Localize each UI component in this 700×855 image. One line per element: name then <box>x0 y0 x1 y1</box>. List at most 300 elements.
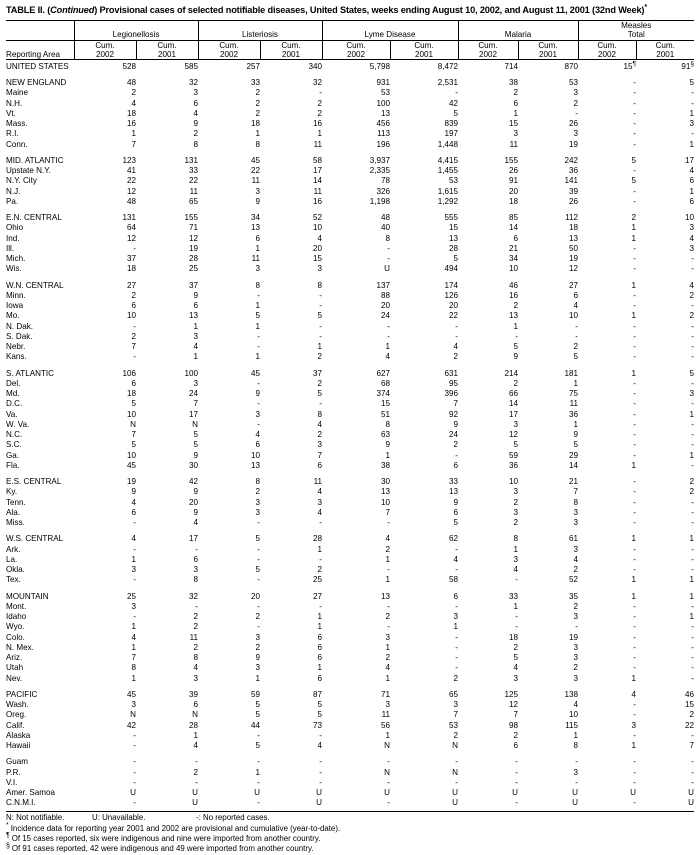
cell-measles-2002: - <box>633 119 636 129</box>
cell-listeriosis-2002: 4 <box>255 430 260 440</box>
cell-lyme-2001: 555 <box>444 213 458 223</box>
cell-listeriosis-2001: 3 <box>317 440 322 450</box>
cell-measles-2002: - <box>633 399 636 409</box>
cell-lyme-2002: 2 <box>385 653 390 663</box>
cell-lyme-2001: - <box>455 642 458 652</box>
cell-measles-2001: 4 <box>689 166 694 176</box>
cell-listeriosis-2002: - <box>257 798 260 808</box>
footnote-text: Of 91 cases reported, 42 were indigenous and 49 were imported from another country. <box>11 844 314 854</box>
cell-measles-2001: - <box>691 419 694 429</box>
cell-malaria-2002: 3 <box>513 419 518 429</box>
cell-listeriosis-2002: 1 <box>255 321 260 331</box>
cell-listeriosis-2002: U <box>254 788 260 798</box>
cell-measles-2002: - <box>633 798 636 808</box>
cell-lyme-2001: - <box>455 565 458 575</box>
table-row <box>6 213 694 223</box>
cell-lyme-2002: 9 <box>385 440 390 450</box>
cell-measles-2002: - <box>633 290 636 300</box>
cell-legionellosis-2001: 28 <box>188 254 198 264</box>
cell-lyme-2001: 7 <box>453 710 458 720</box>
cell-listeriosis-2001: 58 <box>312 155 322 165</box>
cell-malaria-2001: 3 <box>573 129 578 139</box>
row-reporting-area: Ind. <box>6 233 20 243</box>
table-bottom-rule <box>6 811 694 812</box>
footnote-marker: ¶ <box>6 832 10 840</box>
cell-listeriosis-2001: 6 <box>317 460 322 470</box>
cell-malaria-2001: - <box>575 777 578 787</box>
cell-lyme-2001: 1,292 <box>437 196 458 206</box>
cell-lyme-2002: 1 <box>385 450 390 460</box>
cell-measles-2002: - <box>633 166 636 176</box>
cell-malaria-2001: 50 <box>568 243 578 253</box>
cell-listeriosis-2001: 17 <box>312 166 322 176</box>
cell-malaria-2001: 3 <box>573 544 578 554</box>
cell-malaria-2001: 8 <box>573 741 578 751</box>
cell-legionellosis-2002: 3 <box>131 565 136 575</box>
cell-listeriosis-2001: - <box>319 554 322 564</box>
table-row <box>6 60 694 72</box>
cell-measles-2002: 1 <box>631 233 636 243</box>
cell-lyme-2001: 22 <box>448 311 458 321</box>
cell-legionellosis-2001: 4 <box>193 342 198 352</box>
cell-listeriosis-2001: 11 <box>313 186 322 196</box>
table-row <box>6 109 694 119</box>
cell-measles-2001: - <box>691 378 694 388</box>
table-row <box>6 342 694 352</box>
cell-lyme-2002: 100 <box>376 98 390 108</box>
row-reporting-area: Iowa <box>6 301 24 311</box>
cell-legionellosis-2002: 7 <box>131 139 136 149</box>
cell-lyme-2001: 2 <box>453 440 458 450</box>
cell-malaria-2001: - <box>575 321 578 331</box>
table-row <box>6 88 694 98</box>
cell-measles-2002: - <box>633 730 636 740</box>
cell-legionellosis-2001: 6 <box>193 98 198 108</box>
row-reporting-area: Wash. <box>6 700 29 710</box>
cell-lyme-2002: 56 <box>380 720 390 730</box>
cell-malaria-2002: 9 <box>513 352 518 362</box>
cell-malaria-2001: - <box>575 331 578 341</box>
cell-legionellosis-2002: 19 <box>126 477 136 487</box>
cell-malaria-2001: 138 <box>564 689 578 699</box>
row-reporting-area: Nev. <box>6 673 23 683</box>
row-reporting-area: Ky. <box>6 487 18 497</box>
cell-lyme-2002: - <box>387 798 390 808</box>
title-continued: Continued <box>50 5 95 15</box>
cell-malaria-2002: 17 <box>508 409 518 419</box>
cell-malaria-2002: 59 <box>508 450 518 460</box>
header-reporting-area: Reporting Area <box>6 50 60 60</box>
cell-lyme-2002: 4 <box>385 352 390 362</box>
cell-malaria-2001: 3 <box>573 673 578 683</box>
cell-listeriosis-2001: 11 <box>313 139 322 149</box>
cell-lyme-2001: 396 <box>444 389 458 399</box>
table-row <box>6 508 694 518</box>
cell-malaria-2002: - <box>515 777 518 787</box>
row-reporting-area: Ala. <box>6 507 20 517</box>
cell-listeriosis-2001: 3 <box>317 497 322 507</box>
footnote-marker: § <box>6 842 10 850</box>
cell-listeriosis-2002: 45 <box>250 368 260 378</box>
cell-measles-2002: - <box>633 98 636 108</box>
cell-lyme-2002: 7 <box>385 507 390 517</box>
cell-lyme-2001: 1,615 <box>437 186 458 196</box>
cell-malaria-2002: 15 <box>508 119 518 129</box>
footnote-list <box>6 821 694 855</box>
cell-malaria-2001: - <box>575 622 578 632</box>
legend-no-cases: -: No reported cases. <box>196 813 270 823</box>
cell-malaria-2002: 1 <box>513 108 518 118</box>
table-row <box>6 778 694 788</box>
cell-legionellosis-2001: 9 <box>193 507 198 517</box>
cell-listeriosis-2002: 8 <box>255 139 260 149</box>
cell-legionellosis-2002: 1 <box>131 642 136 652</box>
cell-malaria-2001: 13 <box>568 233 578 243</box>
cell-legionellosis-2001: 32 <box>188 591 198 601</box>
cell-lyme-2002: 456 <box>376 119 390 129</box>
cell-legionellosis-2001: 25 <box>188 264 198 274</box>
cell-listeriosis-2001: 27 <box>312 591 322 601</box>
header-malaria-2002: Cum. 2002 <box>458 41 518 60</box>
cell-lyme-2001: 7 <box>453 399 458 409</box>
row-reporting-area: PACIFIC <box>6 689 38 699</box>
cell-measles-2002: - <box>633 430 636 440</box>
cell-lyme-2001: 95 <box>448 378 458 388</box>
cell-measles-2002: - <box>633 565 636 575</box>
cell-malaria-2002: 2 <box>513 301 518 311</box>
row-reporting-area: Upstate N.Y. <box>6 166 51 176</box>
cell-measles-2002: - <box>633 663 636 673</box>
cell-lyme-2001: 62 <box>448 534 458 544</box>
table-row <box>6 674 694 684</box>
cell-listeriosis-2002: 1 <box>255 243 260 253</box>
cell-legionellosis-2002: 1 <box>131 673 136 683</box>
cell-listeriosis-2002: 18 <box>250 119 260 129</box>
cell-legionellosis-2002: 1 <box>131 622 136 632</box>
cell-malaria-2002: 91 <box>508 176 518 186</box>
table-row <box>6 700 694 710</box>
cell-malaria-2001: 36 <box>568 409 578 419</box>
cell-lyme-2001: - <box>455 653 458 663</box>
table-row <box>6 410 694 420</box>
table-row <box>6 244 694 254</box>
cell-measles-2001: 4 <box>689 280 694 290</box>
cell-malaria-2001: 242 <box>564 155 578 165</box>
table-row <box>6 119 694 129</box>
cell-malaria-2002: 10 <box>508 477 518 487</box>
cell-lyme-2001: 126 <box>444 290 458 300</box>
cell-listeriosis-2002: 11 <box>251 176 260 186</box>
table-row <box>6 487 694 497</box>
cell-legionellosis-2001: 1 <box>193 321 198 331</box>
cell-measles-2002: - <box>633 301 636 311</box>
cell-malaria-2001: 19 <box>568 139 578 149</box>
cell-listeriosis-2001: 4 <box>317 507 322 517</box>
cell-malaria-2002: - <box>515 622 518 632</box>
cell-measles-2001: 2 <box>689 290 694 300</box>
cell-measles-2001: - <box>691 129 694 139</box>
cell-malaria-2001: 26 <box>568 196 578 206</box>
table-row <box>6 234 694 244</box>
cell-legionellosis-2002: - <box>133 575 136 585</box>
cell-lyme-2001: 13 <box>448 487 458 497</box>
cell-legionellosis-2001: 9 <box>193 487 198 497</box>
cell-legionellosis-2001: 39 <box>188 689 198 699</box>
cell-legionellosis-2002: 45 <box>126 689 136 699</box>
table-row <box>6 768 694 778</box>
cell-lyme-2001: 4 <box>453 554 458 564</box>
cell-malaria-2001: 12 <box>568 264 578 274</box>
cell-legionellosis-2001: 24 <box>188 389 198 399</box>
cell-malaria-2002: 20 <box>508 186 518 196</box>
cell-legionellosis-2002: 6 <box>131 378 136 388</box>
cell-measles-2002: U <box>630 788 636 798</box>
cell-legionellosis-2001: 4 <box>193 518 198 528</box>
cell-measles-2002: 1 <box>631 311 636 321</box>
cell-lyme-2001: 8,472 <box>437 61 458 71</box>
cell-legionellosis-2002: - <box>133 243 136 253</box>
cell-legionellosis-2001: 11 <box>189 186 198 196</box>
cell-listeriosis-2002: 2 <box>255 108 260 118</box>
cell-malaria-2002: 18 <box>508 632 518 642</box>
cell-listeriosis-2002: 22 <box>250 166 260 176</box>
cell-legionellosis-2001: 131 <box>184 155 198 165</box>
cell-legionellosis-2002: 27 <box>126 280 136 290</box>
table-row <box>6 565 694 575</box>
cell-legionellosis-2001: 20 <box>188 497 198 507</box>
cell-legionellosis-2001: - <box>195 757 198 767</box>
row-reporting-area: Utah <box>6 663 24 673</box>
cell-lyme-2002: 4 <box>385 534 390 544</box>
row-reporting-area: Miss. <box>6 518 25 528</box>
cell-legionellosis-2001: 100 <box>184 368 198 378</box>
title-rest: ) Provisional cases of selected notifiable diseases, United States, weeks ending August 10, 2002, and August 11, 2001 (32nd Week) <box>94 5 645 15</box>
table-row <box>6 653 694 663</box>
footnote <box>6 844 694 854</box>
cell-legionellosis-2002: 7 <box>131 653 136 663</box>
cell-malaria-2002: 2 <box>513 730 518 740</box>
cell-measles-2001: - <box>691 331 694 341</box>
cell-lyme-2001: 33 <box>448 477 458 487</box>
cell-malaria-2001: 6 <box>573 290 578 300</box>
cell-measles-2002: - <box>633 710 636 720</box>
cell-measles-2002: - <box>633 352 636 362</box>
row-reporting-area: N. Mex. <box>6 642 34 652</box>
table-row <box>6 440 694 450</box>
cell-listeriosis-2001: 6 <box>317 673 322 683</box>
cell-listeriosis-2001: 2 <box>317 352 322 362</box>
cell-listeriosis-2001: - <box>319 601 322 611</box>
cell-listeriosis-2001: 52 <box>312 213 322 223</box>
cell-lyme-2002: - <box>387 254 390 264</box>
cell-malaria-2002: 2 <box>513 518 518 528</box>
cell-listeriosis-2001: U <box>316 788 322 798</box>
row-reporting-area: C.N.M.I. <box>6 798 36 808</box>
cell-listeriosis-2001: 16 <box>312 119 322 129</box>
cell-malaria-2002: 3 <box>513 554 518 564</box>
cell-listeriosis-2001: 4 <box>317 233 322 243</box>
cell-measles-2002: - <box>633 700 636 710</box>
cell-listeriosis-2001: 1 <box>317 544 322 554</box>
cell-malaria-2002: 5 <box>513 440 518 450</box>
cell-legionellosis-2002: 1 <box>131 129 136 139</box>
row-reporting-area: N.H. <box>6 98 23 108</box>
cell-malaria-2002: 10 <box>508 264 518 274</box>
cell-listeriosis-2001: 1 <box>317 342 322 352</box>
cell-legionellosis-2002: - <box>133 757 136 767</box>
cell-malaria-2002: 2 <box>513 642 518 652</box>
header-legionellosis-2001: Cum. 2001 <box>136 41 198 60</box>
cell-lyme-2001: - <box>455 663 458 673</box>
row-reporting-area: E.S. CENTRAL <box>6 477 62 487</box>
cell-legionellosis-2001: 5 <box>193 440 198 450</box>
cell-lyme-2001: U <box>452 798 458 808</box>
cell-listeriosis-2001: - <box>319 88 322 98</box>
cell-measles-2001: - <box>691 777 694 787</box>
cell-listeriosis-2002: 1 <box>255 352 260 362</box>
cell-measles-2001: 17 <box>684 155 694 165</box>
cell-listeriosis-2001: 16 <box>312 196 322 206</box>
cell-lyme-2002: 20 <box>380 301 390 311</box>
cell-measles-2001: - <box>691 642 694 652</box>
cell-malaria-2001: 14 <box>568 460 578 470</box>
cell-listeriosis-2002: - <box>257 342 260 352</box>
cell-measles-2001: - <box>691 254 694 264</box>
cell-measles-2002: - <box>633 632 636 642</box>
cell-listeriosis-2001: 7 <box>317 450 322 460</box>
cell-measles-2002: - <box>633 450 636 460</box>
cell-legionellosis-2001: 1 <box>193 352 198 362</box>
cell-listeriosis-2002: - <box>257 331 260 341</box>
cell-malaria-2001: 1 <box>573 730 578 740</box>
cell-legionellosis-2001: 4 <box>193 741 198 751</box>
cell-lyme-2002: 2 <box>385 612 390 622</box>
table-row <box>6 301 694 311</box>
cell-legionellosis-2001: 9 <box>193 450 198 460</box>
row-reporting-area: MID. ATLANTIC <box>6 155 64 165</box>
cell-lyme-2001: 9 <box>453 419 458 429</box>
cell-listeriosis-2001: 4 <box>317 487 322 497</box>
cell-measles-2001: 2 <box>689 487 694 497</box>
footnote <box>6 834 694 844</box>
cell-listeriosis-2002: 8 <box>255 280 260 290</box>
row-reporting-area: Wis. <box>6 264 22 274</box>
cell-listeriosis-2001: - <box>319 399 322 409</box>
cell-malaria-2002: 13 <box>508 311 518 321</box>
cell-measles-2002: 1 <box>631 575 636 585</box>
cell-legionellosis-2001: 42 <box>188 477 198 487</box>
cell-lyme-2002: - <box>387 243 390 253</box>
cell-measles-2001: - <box>691 321 694 331</box>
cell-lyme-2002: 48 <box>380 213 390 223</box>
cell-footnote-marker: ¶ <box>632 60 636 68</box>
cell-measles-2002: 1 <box>631 280 636 290</box>
cell-listeriosis-2002: 3 <box>255 507 260 517</box>
cell-malaria-2001: 3 <box>573 507 578 517</box>
cell-legionellosis-2001: U <box>192 788 198 798</box>
cell-listeriosis-2002: 257 <box>246 61 260 71</box>
cell-listeriosis-2002: 5 <box>255 534 260 544</box>
cell-malaria-2001: 115 <box>565 720 578 730</box>
table-row <box>6 254 694 264</box>
cell-malaria-2001: 1 <box>573 419 578 429</box>
cell-listeriosis-2002: 13 <box>250 223 260 233</box>
cell-legionellosis-2002: 25 <box>126 591 136 601</box>
cell-measles-2002: - <box>633 622 636 632</box>
cell-listeriosis-2002: 9 <box>255 653 260 663</box>
cell-measles-2001: 2 <box>689 710 694 720</box>
cell-legionellosis-2001: 11 <box>189 632 198 642</box>
cell-measles-2002: - <box>633 487 636 497</box>
table-row <box>6 461 694 471</box>
notifiable-diseases-table <box>6 20 694 809</box>
cell-listeriosis-2002: 10 <box>250 450 260 460</box>
cell-legionellosis-2002: 12 <box>126 186 136 196</box>
table-notes <box>6 813 694 855</box>
cell-legionellosis-2001: 2 <box>193 612 198 622</box>
cell-listeriosis-2001: 8 <box>317 409 322 419</box>
cell-legionellosis-2001: - <box>195 544 198 554</box>
cell-measles-2001: 3 <box>689 389 694 399</box>
cell-lyme-2001: N <box>452 767 458 777</box>
cell-malaria-2001: U <box>572 798 578 808</box>
cell-malaria-2002: - <box>515 575 518 585</box>
cell-listeriosis-2002: 1 <box>255 767 260 777</box>
cell-measles-2001: - <box>691 673 694 683</box>
cell-lyme-2002: 13 <box>380 591 390 601</box>
table-row <box>6 420 694 430</box>
row-reporting-area: Ill. <box>6 243 15 253</box>
cell-listeriosis-2002: 2 <box>255 487 260 497</box>
cell-malaria-2001: 5 <box>573 352 578 362</box>
header-spacer <box>6 21 74 41</box>
cell-listeriosis-2002: 5 <box>255 311 260 321</box>
cell-malaria-2002: 5 <box>513 653 518 663</box>
cell-listeriosis-2001: 15 <box>312 254 322 264</box>
cell-legionellosis-2002: 131 <box>122 213 136 223</box>
cell-measles-2001: - <box>691 757 694 767</box>
cell-measles-2001: - <box>691 264 694 274</box>
cell-legionellosis-2002: 7 <box>131 342 136 352</box>
cell-legionellosis-2001: 2 <box>193 129 198 139</box>
cell-listeriosis-2001: 1 <box>317 622 322 632</box>
table-header <box>6 20 694 60</box>
table-row <box>6 757 694 767</box>
cell-measles-2002: - <box>633 331 636 341</box>
cell-listeriosis-2001: 32 <box>312 78 322 88</box>
cell-listeriosis-2002: 5 <box>255 710 260 720</box>
cell-measles-2002: 1 <box>631 741 636 751</box>
cell-measles-2001: - <box>691 554 694 564</box>
cell-lyme-2002: 11 <box>381 710 390 720</box>
row-reporting-area: Okla. <box>6 565 25 575</box>
cell-malaria-2001: 870 <box>564 61 578 71</box>
legend-not-notifiable: N: Not notifiable. <box>6 813 65 823</box>
row-reporting-area: S. Dak. <box>6 331 33 341</box>
cell-malaria-2002: - <box>515 331 518 341</box>
header-lyme-2001: Cum. 2001 <box>390 41 458 60</box>
cell-measles-2002: - <box>633 321 636 331</box>
cell-legionellosis-2002: 18 <box>126 108 136 118</box>
cell-malaria-2002: 6 <box>513 741 518 751</box>
row-reporting-area: Mich. <box>6 254 26 264</box>
header-lyme-2002: Cum. 2002 <box>322 41 390 60</box>
cell-malaria-2002: 1 <box>513 601 518 611</box>
table-row <box>6 612 694 622</box>
table-row <box>6 788 694 798</box>
table-row <box>6 187 694 197</box>
cell-lyme-2002: - <box>387 601 390 611</box>
